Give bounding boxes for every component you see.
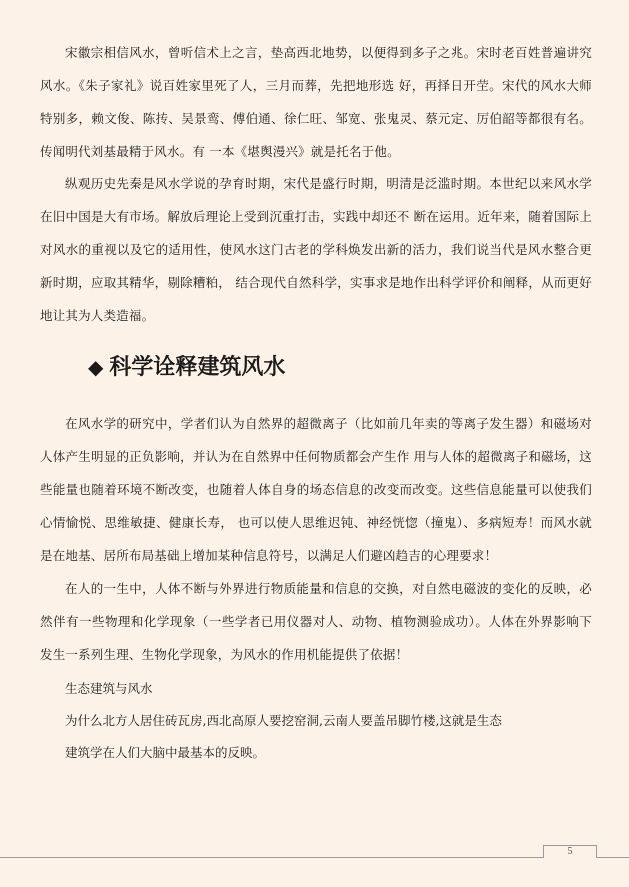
text-line: 为什么北方人居住砖瓦房,西北高原人要挖窑洞,云南人要盖吊脚竹楼,这就是生态 [65, 713, 502, 728]
paragraph-history-overview: 纵观历史先秦是风水学说的孕育时期，宋代是盛行时期，明清是泛滥时期。本世纪以来风水学在旧中国是大有市场。解放后理论上受到沉重打击，实践中却还不 断在运用。近年来，随着国际上对风水的重视以及它的适用性，使风水这门古老的学科焕发出新的活力，我们说当代是风水整合更新时期，应取其精华，剔除糟粕， 结合现代自然科学，实事求是地作出科学评价和阐释，从而更好地让其为人类造福。 [40, 176, 592, 323]
paragraph-research: 在风水学的研究中，学者们认为自然界的超微离子（比如前几年卖的等离子发生器）和磁场对人体产生明显的正负影响，并认为在自然界中任何物质都会产生作 用与人体的超微离子和磁场，这些能量也随着环境不断改变，也随着人体自身的场态信息的改变而改变。这些信息能量可以使我们心情愉悦、思维敏捷、健康长寿， 也可以使人思维迟钝、神经恍惚（撞鬼）、多病短寿！而风水就是在地基、居所布局基础上增加某种信息符号，以满足人们避凶趋吉的心理要求！ [40, 416, 592, 563]
footer-divider [0, 857, 629, 858]
section-title: 科学诠释建筑风水 [109, 355, 286, 380]
diamond-bullet-icon: ◆ [88, 355, 104, 379]
paragraph-song-dynasty: 宋徽宗相信风水，曾听信术上之言，垫高西北地势，以便得到多子之兆。宋时老百姓普遍讲究风水。《朱子家礼》说百姓家里死了人，三月而葬，先把地形选 好，再择日开茔。宋代的风水大师特别多，赖文俊、陈抟、吴景鸾、傅伯通、徐仁旺、邹宽、张鬼灵、蔡元定、厉伯韶等都很有名。 传闻明代刘基最精于风水。有 一本《堪舆漫兴》就是托名于他。 [40, 45, 592, 159]
paragraph-human-exchange: 在人的一生中，人体不断与外界进行物质能量和信息的交换，对自然电磁波的变化的反映，必然伴有一些物理和化学现象（一些学者已用仪器对人、动物、植物测验成功）。人体在外界影响下发生一系列生理、生物化学现象，为风水的作用机能提供了依据！ [40, 581, 592, 662]
text-line: 建筑学在人们大脑中最基本的反映。 [65, 745, 266, 760]
subheading-eco-architecture: 生态建筑与风水 [65, 681, 153, 696]
page-number: 5 [543, 845, 597, 858]
section-heading [88, 352, 285, 383]
